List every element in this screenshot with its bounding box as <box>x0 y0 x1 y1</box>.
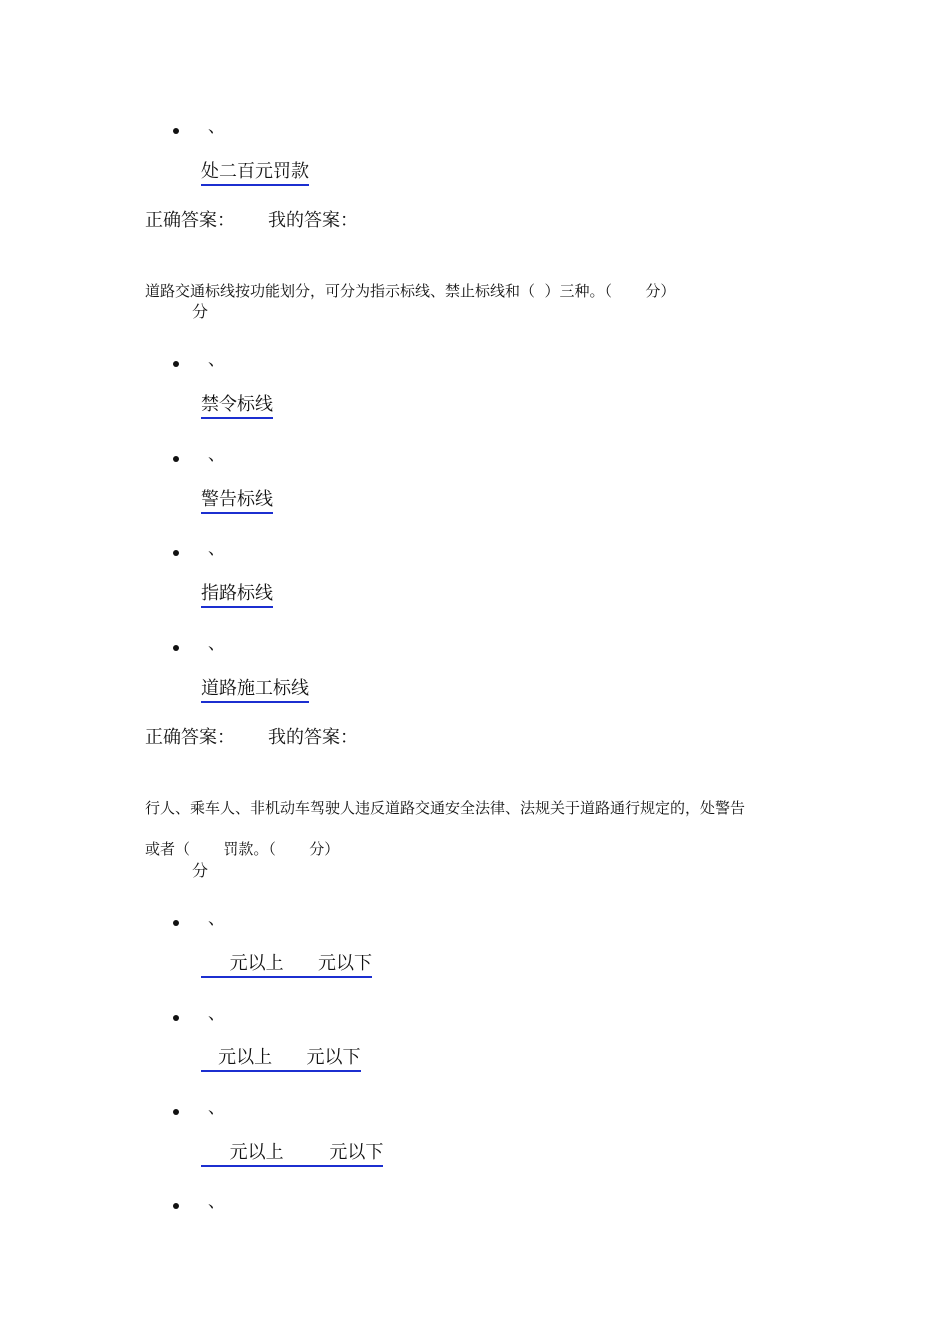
answer-option[interactable]: 元以上 元以下 <box>201 1142 383 1167</box>
my-answer-label: 我的答案： <box>268 210 358 231</box>
option-separator: 、 <box>208 539 225 559</box>
option-separator: 、 <box>208 1004 225 1024</box>
answer-option[interactable]: 警告标线 <box>201 489 273 514</box>
option-separator: 、 <box>208 350 225 370</box>
option-separator: 、 <box>208 445 225 465</box>
answer-option[interactable]: 元以上 元以下 <box>201 953 372 978</box>
option-separator: 、 <box>208 1192 225 1212</box>
question-text: 道路交通标线按功能划分，可分为指示标线、禁止标线和（ ）三种。（ 分） <box>145 282 676 300</box>
list-bullet <box>173 920 179 926</box>
option-separator: 、 <box>208 634 225 654</box>
my-answer-label: 我的答案： <box>268 727 358 748</box>
answer-option[interactable]: 指路标线 <box>201 583 273 608</box>
question-text-line-1: 行人、乘车人、非机动车驾驶人违反道路交通安全法律、法规关于道路通行规定的，处警告 <box>145 799 746 817</box>
list-bullet <box>173 361 179 367</box>
list-bullet <box>173 456 179 462</box>
question-score: 分 <box>192 302 209 321</box>
answer-option[interactable]: 道路施工标线 <box>201 678 309 703</box>
option-separator: 、 <box>208 117 225 137</box>
list-bullet <box>173 128 179 134</box>
list-bullet <box>173 645 179 651</box>
option-separator: 、 <box>208 909 225 929</box>
answer-option[interactable]: 禁令标线 <box>201 394 273 419</box>
question-score: 分 <box>192 861 209 880</box>
question-text-line-2: 或者（ 罚款。（ 分） <box>145 840 340 858</box>
list-bullet <box>173 1203 179 1209</box>
list-bullet <box>173 550 179 556</box>
list-bullet <box>173 1109 179 1115</box>
list-bullet <box>173 1015 179 1021</box>
option-separator: 、 <box>208 1098 225 1118</box>
correct-answer-label: 正确答案： <box>145 727 235 748</box>
answer-option[interactable]: 元以上 元以下 <box>201 1047 361 1072</box>
correct-answer-label: 正确答案： <box>145 210 235 231</box>
answer-option[interactable]: 处二百元罚款 <box>201 161 309 186</box>
